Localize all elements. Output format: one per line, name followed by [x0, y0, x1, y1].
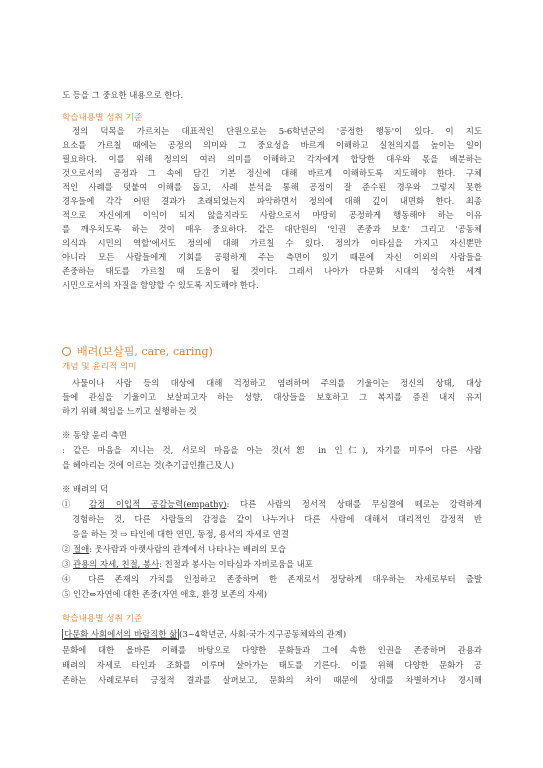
virtue-item: [62, 544, 482, 555]
paragraph-line: 아니라 모든 사람들에게 기회를 공평하게 주는 측면이 있기 때문에 자신 이외의 사람들을: [62, 252, 482, 262]
virtue-item-continuation: 경험하는 것, 다른 사람들의 감정을 같이 나누거나 다른 사람에 대해서 대리적인 감정적 반: [72, 514, 482, 524]
section2-title-text: 배려(보살핌, care, caring): [77, 345, 213, 358]
virtue-item: [62, 499, 482, 510]
section3-title: [62, 629, 482, 640]
section3-heading: 학습내용별 성취 기준: [62, 614, 143, 624]
item-number: ③: [62, 559, 71, 569]
paragraph-line: 배려의 자세로 타인과 조화를 이루며 살아가는 태도를 기른다. 이를 위해 다양한 문화가 공: [62, 660, 482, 670]
paragraph-line: 의식과 시민의 역할'에서도 정의에 대해 가르칠 수 있다. 정의가 이타심을 가지고 자신뿐만: [62, 238, 482, 248]
item-text: : 다른 사람의 정서적 상태를 무심결에 떼로는 강력하게: [226, 499, 482, 509]
concept-line: 하기 위해 책임을 느끼고 실행하는 것: [62, 406, 197, 416]
section2-subheading: 개념 및 윤리적 의미: [62, 362, 137, 372]
boxed-title: 다문화 사회에서의 바람직한 삶: [64, 629, 178, 639]
east-line: 을 헤아리는 것에 이르는 것(추기급인推己及人): [62, 460, 235, 470]
paragraph-line: 적인 사례를 덧붙여 이해를 돕고, 사례 분석을 통해 공정이 잘 준수된 경우와 그렇지 못한: [62, 182, 482, 192]
east-heading: ※ 동양 윤리 측면: [62, 430, 127, 440]
section1-heading: 학습내용별 성취 기준: [62, 113, 143, 123]
virtue-item-continuation: 응을 하는 것 ⇨ 타인에 대한 연민, 동정, 용서의 자세로 연결: [72, 529, 289, 539]
paragraph-line: 필요하다. 이를 위해 정의의 여러 의미를 이해하고 각자에게 합당한 대우와 몫을 배분하는: [62, 154, 482, 164]
paragraph-line: 요소를 가르칠 때에는 공정의 의미와 그 중요성을 바르게 이해하고 실천의지를 높이는 일이: [62, 140, 482, 150]
virtue-item: [62, 559, 482, 570]
title-rest: (3~4학년군, 사회·국가·지구공동체와의 관계): [179, 629, 347, 639]
paragraph-line: 문화에 대한 올바른 이해를 바탕으로 다양한 문화들과 그에 속한 인권을 존중하며 관용과: [62, 645, 482, 655]
item-text: : 웃사람과 아랫사람의 관계에서 나타나는 배려의 모습: [89, 544, 287, 554]
item-text: : 친절과 봉사는 이타심과 자비로움을 내포: [159, 559, 313, 569]
item-number: ①: [62, 499, 79, 509]
east-line: : 같은 마음을 지니는 것, 서로의 마음을 아는 것(서恕 in 인仁), 자기를 미루어 다른 사람: [62, 445, 482, 455]
paragraph-line: 를 깨우치도록 하는 것이 매우 중요하다. 같은 대단원의 '인권 존중과 보호' 그리고 '공동체: [62, 224, 482, 234]
item-text: 다른 존재의 가치를 인정하고 존중하며 한 존재로서 정당하게 대우하는 자세로부터 출발: [88, 574, 482, 584]
paragraph-line: 존하는 사례로부터 긍정적 결과를 살펴보고, 문화의 차이 때문에 상대를 차별하거나 경시해: [62, 675, 482, 685]
concept-line: 사물이나 사람 등의 대상에 대해 걱정하고 염려하며 주의를 기울이는 정신의 상태, 대상: [72, 378, 482, 388]
paragraph-line: 시민으로서의 자질을 함양할 수 있도록 지도해야 한다.: [62, 280, 259, 290]
virtue-item: [62, 574, 482, 585]
orange-ring-bullet-icon: [62, 347, 71, 356]
item-number: ②: [62, 544, 71, 554]
item-term: 감정 이입적 공감능력(empathy): [89, 499, 227, 509]
paragraph-line: 경우들에 각각 어떤 결과가 초래되었는지 파악하면서 정의에 대해 깊이 내면화 한다. 최종: [62, 196, 482, 206]
item-number: ⑤: [62, 589, 71, 599]
virtue-item: [62, 589, 482, 600]
item-number: ④: [62, 574, 78, 584]
section2-title: [62, 345, 482, 359]
paragraph-line: 존중하는 태도를 가르칠 때 도움이 될 것이다. 그래서 나아가 다문화 시대의 성숙한 세계: [62, 266, 482, 276]
virtue-heading: ※ 배려의 덕: [62, 484, 109, 494]
paragraph-line: 정의 덕목을 가르치는 대표적인 단원으로는 5-6학년군의 '공정한 행동'이 있다. 이 지도: [72, 126, 482, 136]
item-term: 절애: [73, 544, 90, 554]
paragraph-line: 것으로서의 공정과 그 속에 담긴 기본 정신에 대해 바르게 이해하도록 지도해야 한다. 구체: [62, 168, 482, 178]
item-text: 인간⇔자연에 대한 존중(자연 애호, 환경 보존의 자세): [73, 589, 268, 599]
paragraph-line: 적으로 자신에게 이익이 되지 않을지라도 사람으로서 마땅히 공정하게 행동해야 하는 이유: [62, 210, 482, 220]
item-term: 관용의 자세, 친절, 봉사: [73, 559, 160, 569]
top-line: 도 등을 그 중요한 내용으로 한다.: [62, 90, 184, 100]
concept-line: 들에 관심을 기울이고 보살피고자 하는 성향, 대상들을 보호하고 그 복지를 증진 내지 유지: [62, 392, 482, 402]
